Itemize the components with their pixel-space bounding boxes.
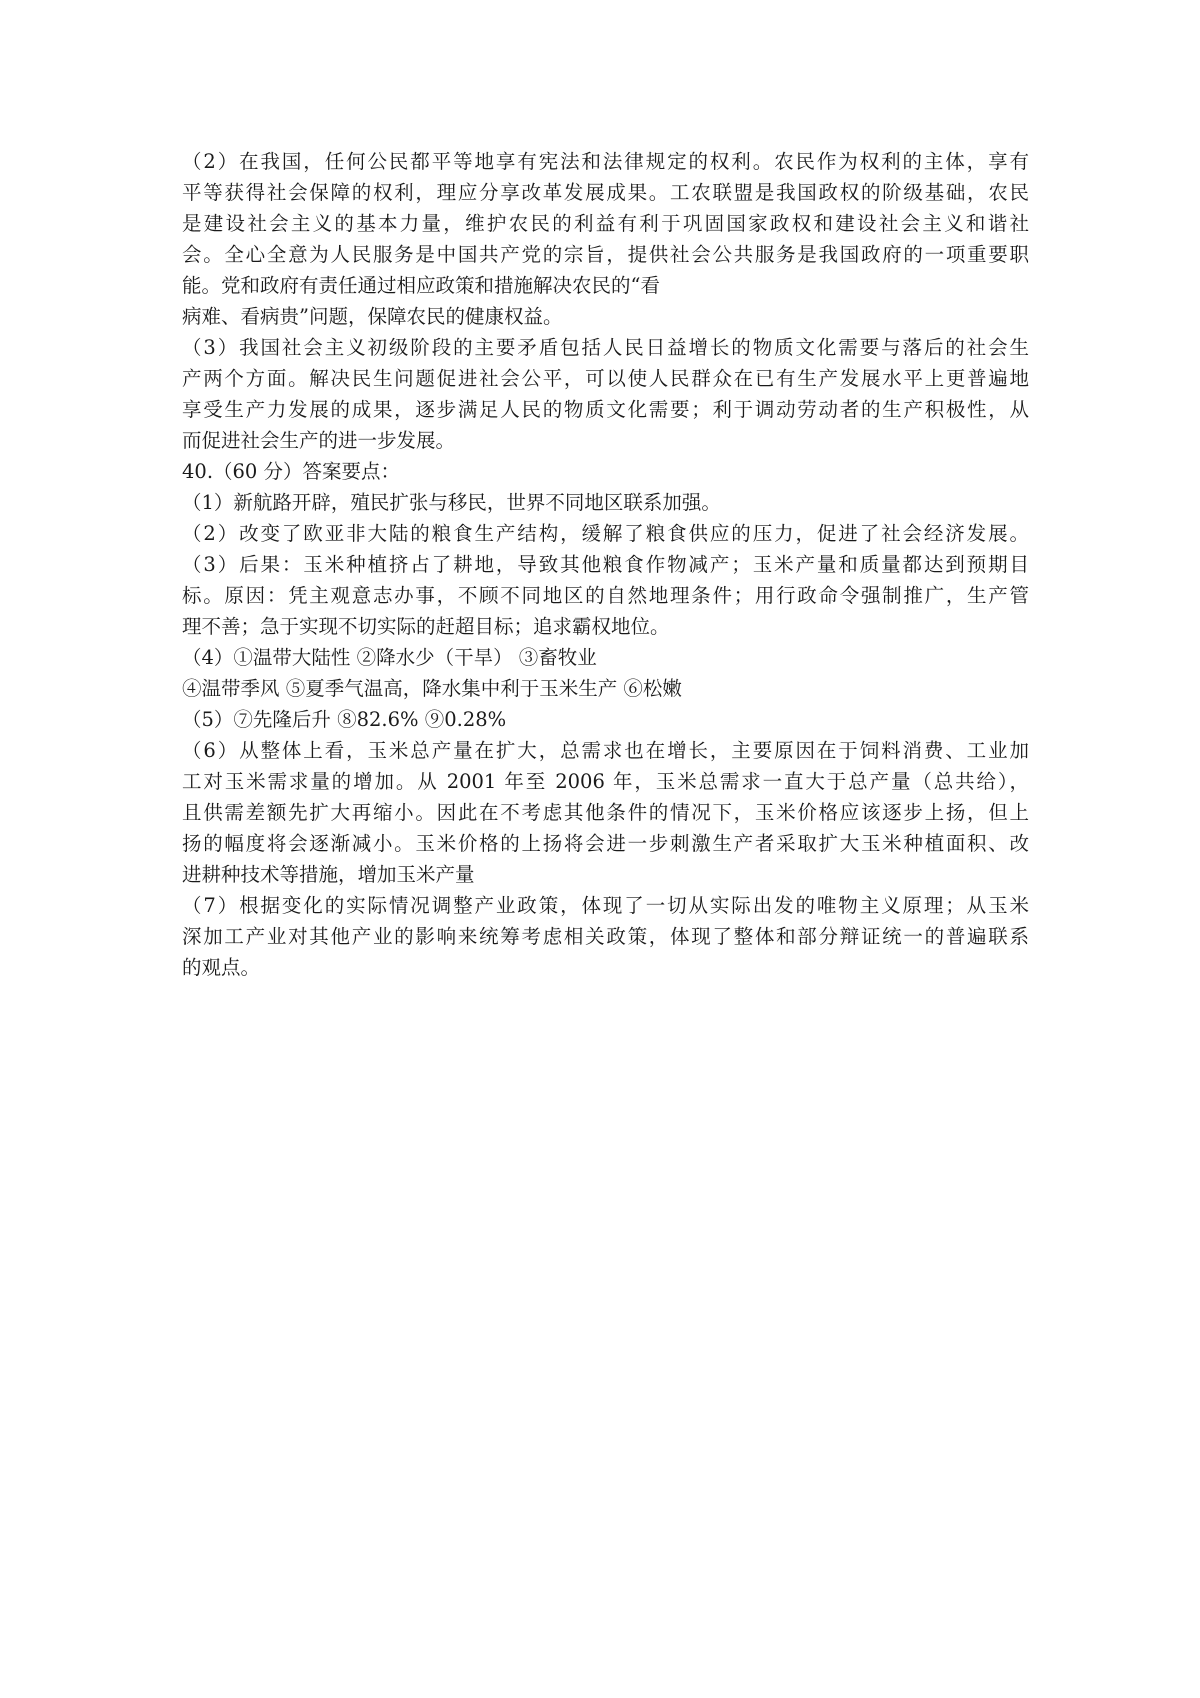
text-line: 进耕种技术等措施，增加玉米产量 <box>182 863 475 886</box>
text-line: 会。全心全意为人民服务是中国共产党的宗旨，提供社会公共服务是我国政府的一项重要职 <box>182 243 1029 266</box>
text-line: 理不善；急于实现不切实际的赶超目标；追求霸权地位。 <box>182 615 670 638</box>
text-line: 且供需差额先扩大再缩小。因此在不考虑其他条件的情况下，玉米价格应该逐步上扬，但上 <box>182 801 1029 824</box>
text-line: （2）改变了欧亚非大陆的粮食生产结构，缓解了粮食供应的压力，促进了社会经济发展。 <box>182 522 1029 545</box>
text-line: 扬的幅度将会逐渐减小。玉米价格的上扬将会进一步刺激生产者采取扩大玉米种植面积、改 <box>182 832 1029 855</box>
text-line: ④温带季风 ⑤夏季气温高，降水集中利于玉米生产 ⑥松嫩 <box>182 677 682 700</box>
text-line: 平等获得社会保障的权利，理应分享改革发展成果。工农联盟是我国政权的阶级基础，农民 <box>182 181 1029 204</box>
text-line: 产两个方面。解决民生问题促进社会公平，可以使人民群众在已有生产发展水平上更普遍地 <box>182 367 1029 390</box>
text-line: 能。党和政府有责任通过相应政策和措施解决农民的“看 <box>182 274 660 297</box>
text-line: 是建设社会主义的基本力量，维护农民的利益有利于巩固国家政权和建设社会主义和谐社 <box>182 212 1029 235</box>
text-line: 享受生产力发展的成果，逐步满足人民的物质文化需要；利于调动劳动者的生产积极性，从 <box>182 398 1029 421</box>
text-line: 40.（60 分）答案要点： <box>182 460 401 483</box>
text-line: （1）新航路开辟，殖民扩张与移民，世界不同地区联系加强。 <box>182 491 721 514</box>
text-line: （7）根据变化的实际情况调整产业政策，体现了一切从实际出发的唯物主义原理；从玉米 <box>182 894 1029 917</box>
text-line: 的观点。 <box>182 956 261 979</box>
text-line: 而促进社会生产的进一步发展。 <box>182 429 456 452</box>
document-page <box>182 146 1029 983</box>
text-line: 病难、看病贵”问题，保障农民的健康权益。 <box>182 305 563 328</box>
text-line: （3）我国社会主义初级阶段的主要矛盾包括人民日益增长的物质文化需要与落后的社会生 <box>182 336 1029 359</box>
text-line: 工对玉米需求量的增加。从 2001 年至 2006 年，玉米总需求一直大于总产量（总共给）， <box>182 770 1029 793</box>
text-line: （5）⑦先隆后升 ⑧82.6% ⑨0.28% <box>182 708 507 731</box>
text-line: （4）①温带大陆性 ②降水少（干旱） ③畜牧业 <box>182 646 597 669</box>
text-line: （3）后果：玉米种植挤占了耕地，导致其他粮食作物减产；玉米产量和质量都达到预期目 <box>182 553 1029 576</box>
text-line: （6）从整体上看，玉米总产量在扩大，总需求也在增长，主要原因在于饲料消费、工业加 <box>182 739 1029 762</box>
text-line: 标。原因：凭主观意志办事，不顾不同地区的自然地理条件；用行政命令强制推广，生产管 <box>182 584 1029 607</box>
text-line: （2）在我国，任何公民都平等地享有宪法和法律规定的权利。农民作为权利的主体，享有 <box>182 150 1029 173</box>
text-line: 深加工产业对其他产业的影响来统筹考虑相关政策，体现了整体和部分辩证统一的普遍联系 <box>182 925 1029 948</box>
